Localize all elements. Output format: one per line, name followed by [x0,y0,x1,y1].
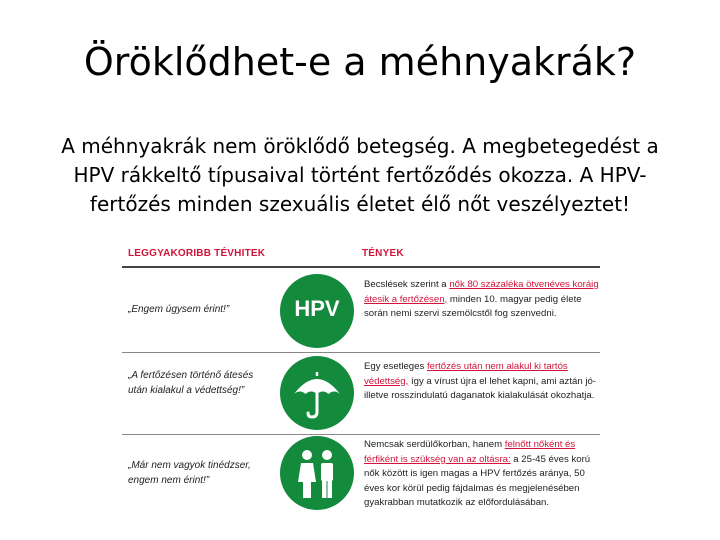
header-divider [122,266,600,268]
people-glyph [280,436,354,510]
people-icon [280,436,354,510]
fact-text [364,438,600,511]
fact-text-end: a 25-45 éves korú nők között is igen magas a HPV fertőzés aránya, 50 éves kor körül pedig fájdalmas és megjelenésében gyakrabban mutatkozik az előfordulásában. [364,453,591,508]
myth-text: „A fertőzésen történő átesés után kialakul a védettség!” [128,370,254,396]
slide-title: Öröklődhet-e a méhnyakrák? [83,40,637,84]
hpv-text-icon [280,274,354,348]
myth-text: „Már nem vagyok tinédzser, engem nem érint!” [128,460,251,486]
fact-text-start: Nemcsak serdülőkorban, hanem [364,439,505,450]
umbrella-icon [280,356,354,430]
myths-header: LEGGYAKORIBB TÉVHITEK [128,248,266,259]
infographic-row [122,272,600,352]
fact-text [364,278,600,322]
hpv-icon-label: HPV [294,296,340,321]
slide-body-text: A méhnyakrák nem öröklődő betegség. A megbetegedést a HPV rákkeltő típusaival történt fertőződés okozza. A HPV-fertőzés minden szexuális életet élő nőt veszélyeztet! [61,134,659,216]
infographic-row [122,434,600,514]
umbrella-glyph [280,356,354,430]
fact-text-end: így a vírust újra el lehet kapni, ami aztán jó- illetve rosszindulatú daganatok kialakulását okozhatja. [364,375,596,401]
fact-text [364,360,600,404]
infographic-row [122,354,600,434]
myth-text: „Engem úgysem érint!” [128,304,230,315]
fact-highlight: fertőzés után nem alakul ki tartós védettség, [364,361,568,387]
myths-facts-infographic [122,244,600,514]
fact-text-start: Egy esetleges [364,361,427,372]
row-divider [122,352,600,353]
fact-text-end: minden 10. magyar pedig élete során nemi szervi szemölcstől fog szenvedni. [364,293,582,319]
fact-text-start: Becslések szerint a [364,279,450,290]
facts-header: TÉNYEK [362,248,404,259]
fact-highlight: nők 80 százaléka ötvenéves koráig átesik a fertőzésen, [364,279,599,305]
fact-highlight: felnőtt nőként és férfiként is szükség van az oltásra: [364,439,576,465]
